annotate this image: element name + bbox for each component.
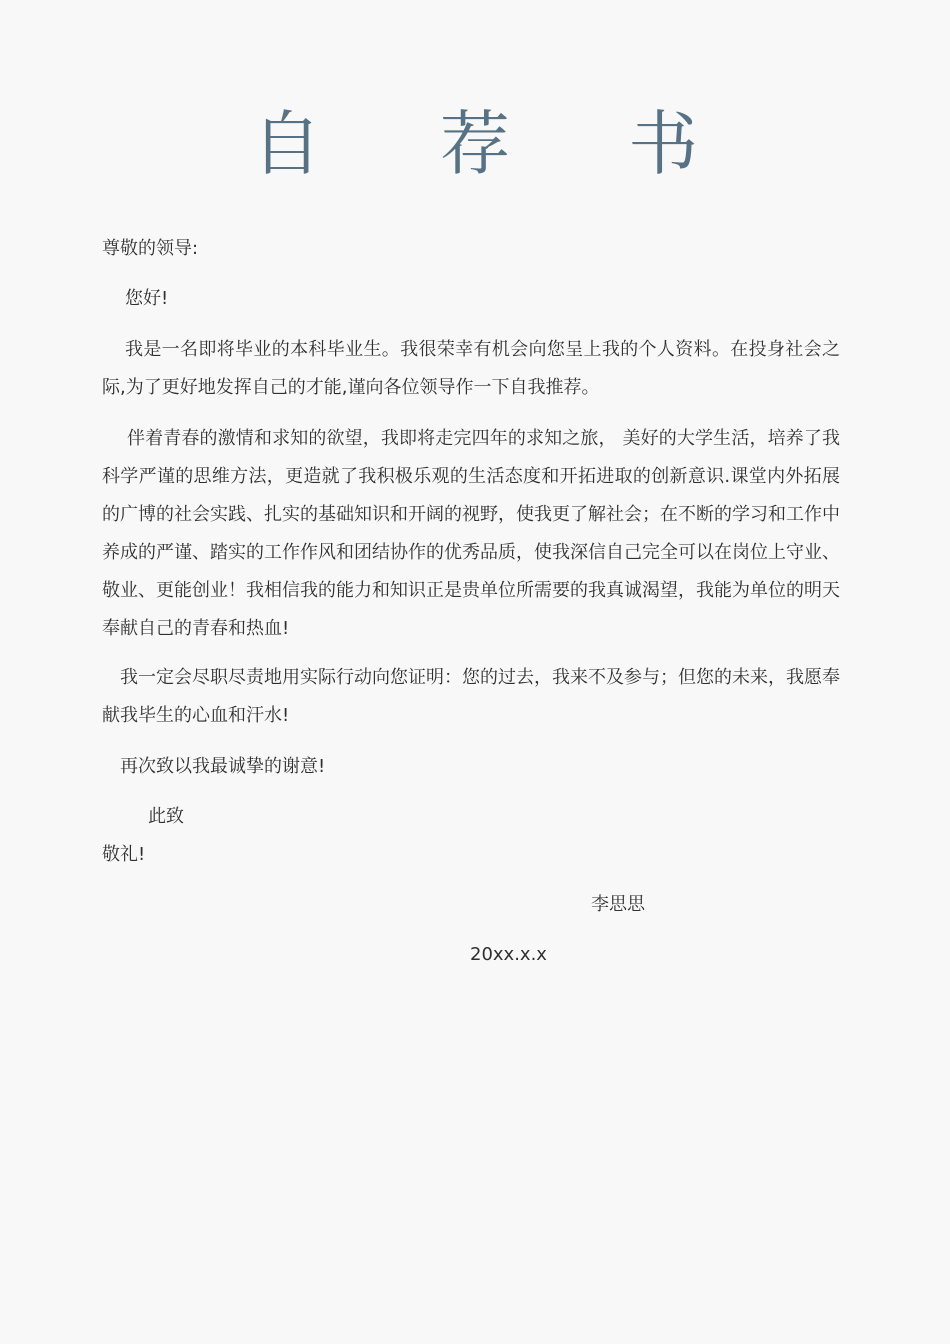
signature-date: 20xx.x.x [470, 944, 547, 965]
paragraph-qualifications: 伴着青春的激情和求知的欲望，我即将走完四年的求知之旅， 美好的大学生活，培养了我科学严谨的思维方法，更造就了我积极乐观的生活态度和开拓进取的创新意识.课堂内外拓展的广博的社会实践、扎实的基础知识和开阔的视野，使我更了解社会；在不断的学习和工作中养成的严谨、踏实的工作作风和团结协作的优秀品质，使我深信自己完全可以在岗位上守业、敬业、更能创业！我相信我的能力和知识正是贵单位所需要的我真诚渴望，我能为单位的明天奉献自己的青春和热血! [102, 428, 840, 639]
salutation: 尊敬的领导: [102, 238, 199, 259]
signer-name: 李思思 [591, 894, 645, 915]
paragraph-introduction: 我是一名即将毕业的本科毕业生。我很荣幸有机会向您呈上我的个人资料。在投身社会之际,为了更好地发挥自己的才能,谨向各位领导作一下自我推荐。 [102, 339, 840, 398]
paragraph-commitment: 我一定会尽职尽责地用实际行动向您证明：您的过去，我来不及参与；但您的未来，我愿奉献我毕生的心血和汗水! [102, 667, 840, 726]
document-title: 自 荐 书 [251, 103, 747, 185]
thanks-line: 再次致以我最诚挚的谢意! [120, 756, 326, 777]
closing-jingli: 敬礼! [102, 844, 146, 865]
greeting: 您好! [125, 288, 169, 309]
closing-cizhi: 此致 [148, 806, 184, 827]
